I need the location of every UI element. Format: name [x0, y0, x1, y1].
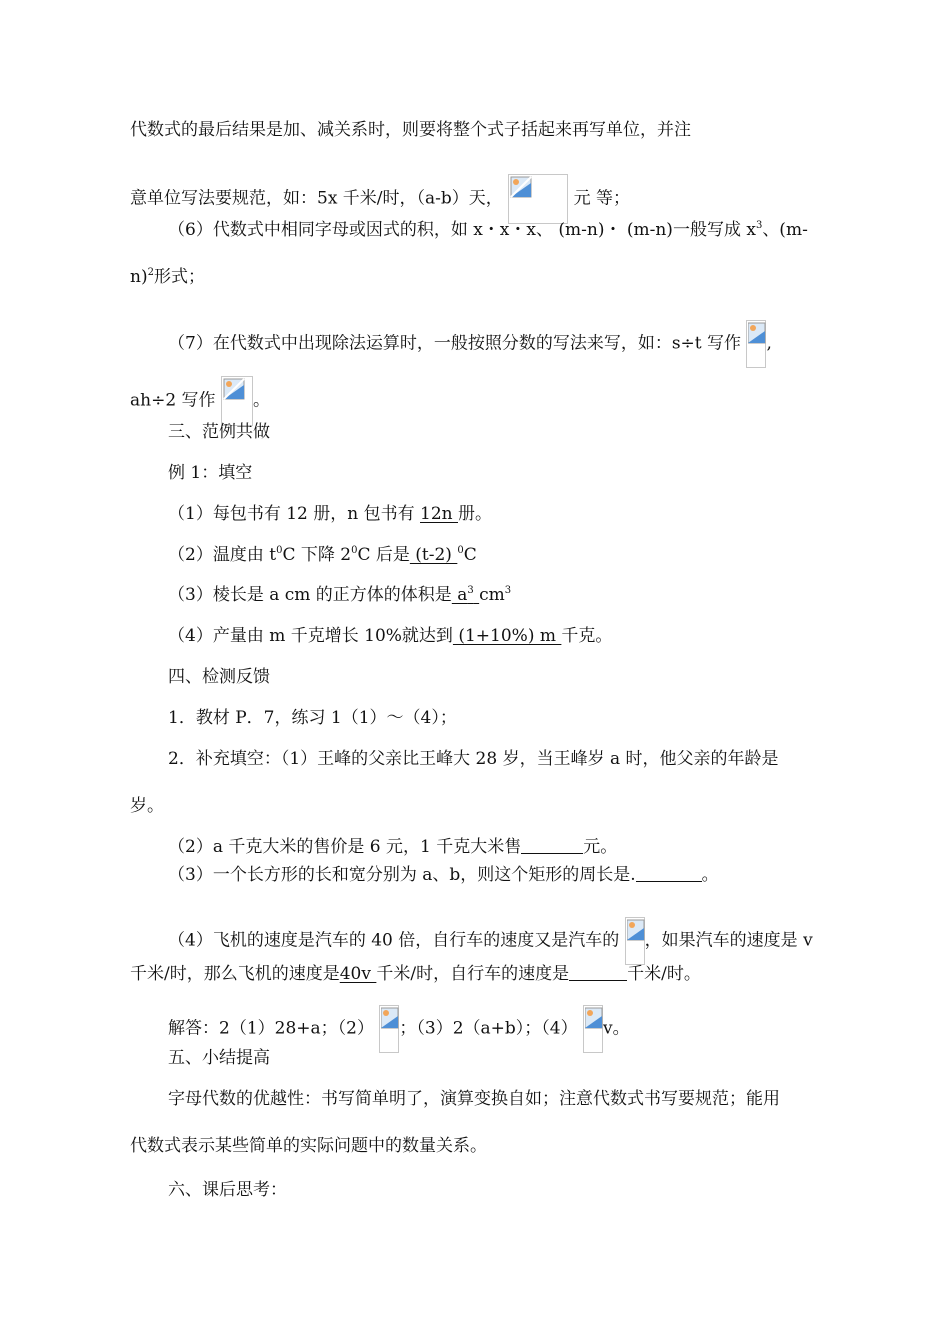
superscript: 3 — [755, 220, 763, 231]
text-span: 千米/时。 — [627, 964, 701, 984]
text-span: a — [451, 585, 468, 605]
practice-3 — [168, 835, 617, 859]
text-span: 。 — [252, 390, 270, 411]
text-span: 册。 — [458, 504, 492, 524]
practice-4 — [168, 863, 719, 887]
text-span: n) — [130, 267, 148, 287]
section-heading-4: 四、检测反馈 — [168, 667, 270, 687]
text-span: （2）a 千克大米的售价是 6 元，1 千克大米售 — [168, 837, 522, 857]
text-span: 元。 — [583, 837, 618, 857]
practice-2-continued: 岁。 — [130, 796, 164, 816]
text-span: ；（3）2（a+b）；（4） — [399, 1018, 578, 1039]
practice-1: 1．教材 P．7，练习 1（1）～（4）； — [168, 708, 457, 728]
text-span: 千克。 — [561, 626, 613, 646]
broken-image-icon — [583, 1005, 603, 1053]
text-span: 形式； — [153, 267, 205, 287]
section-heading-3: 三、范例共做 — [168, 422, 270, 442]
section-heading-5: 五、小结提高 — [168, 1048, 270, 1068]
practice-5 — [168, 917, 813, 965]
answer-blank — [569, 962, 627, 981]
text-span: （2）温度由 t — [168, 545, 277, 565]
answer-underline: 12n — [420, 504, 458, 524]
broken-image-icon — [625, 917, 645, 965]
paragraph-line-6 — [130, 376, 270, 426]
superscript: 0 — [351, 545, 358, 556]
answer-underline — [452, 585, 479, 605]
text-span: C — [463, 545, 477, 565]
text-span: cm — [479, 585, 505, 605]
answer-underline: (t-2) — [409, 545, 458, 565]
text-span: 千米/时，自行车的速度是 — [376, 964, 570, 984]
paragraph-line-1: 代数式的最后结果是加、减关系时，则要将整个式子括起来再写单位，并注 — [130, 120, 691, 140]
paragraph-line-5 — [168, 320, 772, 368]
text-span: 元 等； — [573, 188, 631, 209]
text-span: （4）飞机的速度是汽车的 40 倍，自行车的速度又是汽车的 — [168, 930, 620, 951]
practice-5-continued — [130, 962, 701, 986]
superscript: 3 — [504, 585, 512, 596]
text-span: C 下降 2 — [282, 545, 352, 565]
broken-image-icon — [379, 1005, 399, 1053]
paragraph-line-3 — [168, 218, 808, 242]
text-span: ，如果汽车的速度是 v — [644, 930, 813, 951]
text-span: （1）每包书有 12 册，n 包书有 — [168, 504, 421, 524]
broken-image-icon — [746, 320, 766, 368]
text-span: 千米/时，那么飞机的速度是 — [130, 964, 340, 984]
question-3 — [168, 583, 511, 607]
text-span: 意单位写法要规范，如：5x 千米/时，（a-b）天， — [130, 188, 503, 209]
answer-blank — [636, 863, 702, 882]
superscript: 3 — [467, 585, 474, 596]
practice-2: 2．补充填空：（1）王峰的父亲比王峰大 28 岁，当王峰岁 a 时，他父亲的年龄是 — [168, 749, 779, 769]
text-span: （7）在代数式中出现除法运算时，一般按照分数的写法来写，如：s÷t 写作 — [168, 333, 742, 354]
question-4 — [168, 624, 612, 648]
text-span: 解答：2（1）28+a；（2） — [168, 1018, 374, 1039]
question-2 — [168, 543, 477, 567]
text-span: ah÷2 写作 — [130, 390, 216, 411]
broken-image-icon — [508, 174, 568, 224]
paragraph-line-2 — [130, 174, 630, 224]
text-span: 。 — [701, 865, 719, 885]
text-span: （3）一个长方形的长和宽分别为 a、b，则这个矩形的周长是. — [168, 865, 636, 885]
superscript: 2 — [147, 267, 154, 278]
question-1 — [168, 502, 492, 526]
text-span: , — [766, 333, 772, 354]
summary-line-1: 字母代数的优越性：书写简单明了，演算变换自如；注意代数式书写要规范；能用 — [168, 1089, 780, 1109]
text-span: v。 — [603, 1018, 630, 1039]
answer-blank — [521, 835, 583, 854]
paragraph-line-4 — [130, 265, 205, 289]
text-span: （3）棱长是 a cm 的正方体的体积是 — [168, 585, 452, 605]
text-span: 、(m- — [762, 220, 808, 240]
superscript: 0 — [276, 545, 283, 556]
answer-underline: (1+10%) m — [452, 626, 562, 646]
answer-underline: 40v — [339, 964, 377, 984]
text-span: C 后是 — [357, 545, 410, 565]
section-heading-6: 六、课后思考： — [168, 1180, 287, 1200]
summary-line-2: 代数式表示某些简单的实际问题中的数量关系。 — [130, 1136, 487, 1156]
example-label: 例 1：填空 — [168, 463, 253, 483]
text-span: （6）代数式中相同字母或因式的积，如 x・x・x、 (m-n)・ (m-n)一般写成 x — [168, 220, 756, 240]
broken-image-icon — [221, 376, 253, 426]
superscript: 0 — [457, 545, 464, 556]
text-span: （4）产量由 m 千克增长 10%就达到 — [168, 626, 453, 646]
